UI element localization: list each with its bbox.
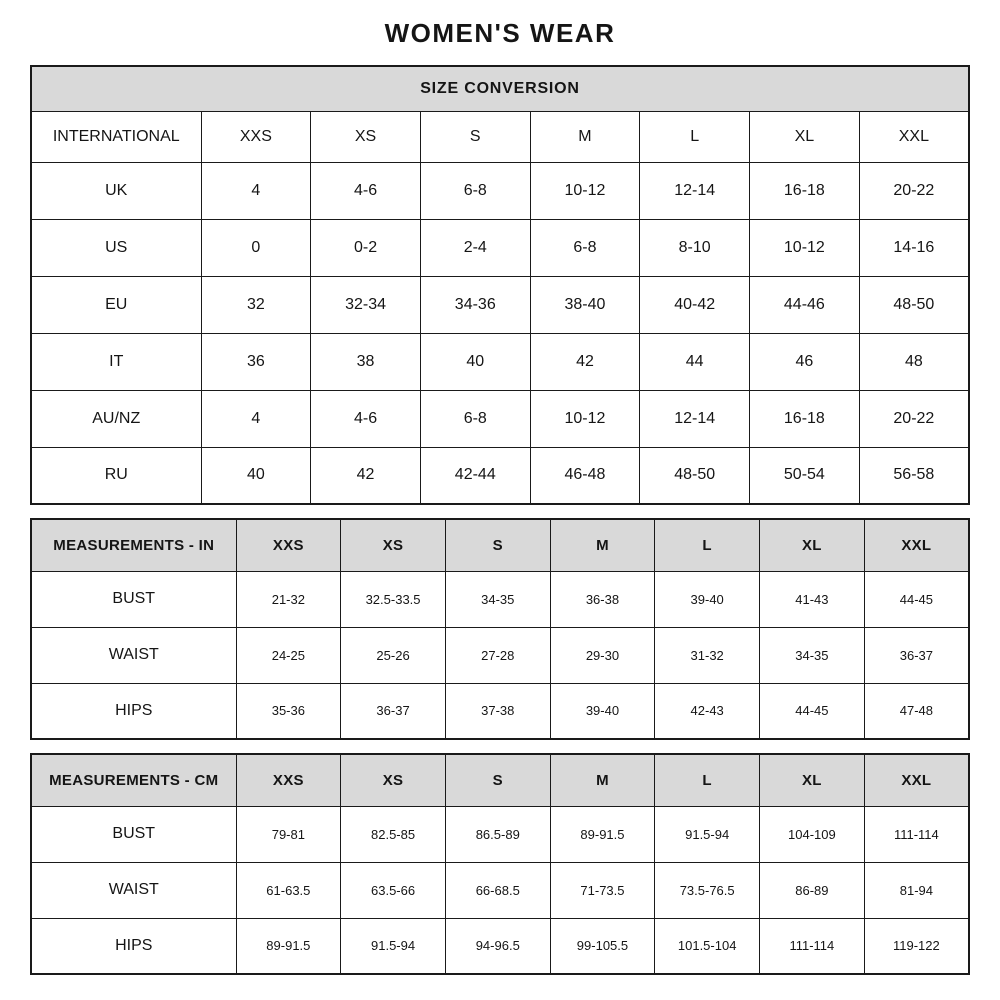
measurement-value-cell: 34-35 <box>445 571 550 627</box>
size-value-cell: 8-10 <box>640 219 750 276</box>
region-label-aunz: AU/NZ <box>31 390 201 447</box>
size-value-cell: 16-18 <box>750 390 860 447</box>
measurement-value-cell: 79-81 <box>236 806 341 862</box>
measurement-value-cell: 101.5-104 <box>655 918 760 974</box>
size-value-cell: 10-12 <box>530 390 640 447</box>
measurement-value-cell: 44-45 <box>760 683 865 739</box>
col-header-xl: XL <box>760 754 865 806</box>
col-header-xl: XL <box>760 519 865 571</box>
table-row <box>31 276 969 333</box>
size-value-cell: 34-36 <box>420 276 530 333</box>
measurement-value-cell: 41-43 <box>760 571 865 627</box>
size-value-cell: 14-16 <box>859 219 969 276</box>
size-value-cell: 12-14 <box>640 162 750 219</box>
measurement-label-hips: HIPS <box>31 683 236 739</box>
size-value-cell: 38-40 <box>530 276 640 333</box>
measurement-value-cell: 86-89 <box>760 862 865 918</box>
size-value-cell: 12-14 <box>640 390 750 447</box>
size-conversion-title: SIZE CONVERSION <box>31 66 969 111</box>
measurement-value-cell: 39-40 <box>550 683 655 739</box>
col-header-s: S <box>445 519 550 571</box>
measurement-value-cell: 99-105.5 <box>550 918 655 974</box>
col-header-xxs: XXS <box>236 754 341 806</box>
measurement-value-cell: 86.5-89 <box>445 806 550 862</box>
measurements-cm-table <box>30 753 970 975</box>
size-value-cell: 44 <box>640 333 750 390</box>
size-conversion-table <box>30 65 970 505</box>
size-value-cell: 42 <box>530 333 640 390</box>
table-row <box>31 571 969 627</box>
col-header-s: S <box>445 754 550 806</box>
size-value-cell: 40 <box>420 333 530 390</box>
measurement-value-cell: 39-40 <box>655 571 760 627</box>
col-header-xs: XS <box>341 754 446 806</box>
size-value-cell: 4 <box>201 162 311 219</box>
size-value-cell: 16-18 <box>750 162 860 219</box>
measurement-value-cell: 36-38 <box>550 571 655 627</box>
col-header-xs: XS <box>341 519 446 571</box>
region-label-ru: RU <box>31 447 201 504</box>
measurement-value-cell: 44-45 <box>864 571 969 627</box>
size-value-cell: 56-58 <box>859 447 969 504</box>
measurement-value-cell: 42-43 <box>655 683 760 739</box>
size-value-cell: 36 <box>201 333 311 390</box>
measurement-value-cell: 89-91.5 <box>550 806 655 862</box>
table-row <box>31 333 969 390</box>
size-value-cell: 44-46 <box>750 276 860 333</box>
size-value-cell: 20-22 <box>859 390 969 447</box>
col-header-xl: XL <box>750 111 860 162</box>
table-row <box>31 918 969 974</box>
table-row <box>31 219 969 276</box>
col-header-l: L <box>655 754 760 806</box>
size-value-cell: 0-2 <box>311 219 421 276</box>
size-value-cell: 42-44 <box>420 447 530 504</box>
size-value-cell: 50-54 <box>750 447 860 504</box>
measurement-value-cell: 111-114 <box>760 918 865 974</box>
measurement-value-cell: 21-32 <box>236 571 341 627</box>
size-value-cell: 10-12 <box>530 162 640 219</box>
size-value-cell: 10-12 <box>750 219 860 276</box>
measurement-value-cell: 34-35 <box>760 627 865 683</box>
size-value-cell: 4-6 <box>311 162 421 219</box>
col-header-l: L <box>655 519 760 571</box>
size-value-cell: 6-8 <box>420 390 530 447</box>
measurement-value-cell: 32.5-33.5 <box>341 571 446 627</box>
measurement-value-cell: 66-68.5 <box>445 862 550 918</box>
col-header-xs: XS <box>311 111 421 162</box>
col-header-xxs: XXS <box>201 111 311 162</box>
measurement-value-cell: 27-28 <box>445 627 550 683</box>
table-row <box>31 390 969 447</box>
table-row <box>31 627 969 683</box>
measurement-value-cell: 73.5-76.5 <box>655 862 760 918</box>
measurements-in-table <box>30 518 970 740</box>
measurement-value-cell: 61-63.5 <box>236 862 341 918</box>
measurement-value-cell: 119-122 <box>864 918 969 974</box>
col-header-xxl: XXL <box>864 754 969 806</box>
measurement-value-cell: 91.5-94 <box>341 918 446 974</box>
size-value-cell: 46-48 <box>530 447 640 504</box>
size-value-cell: 48 <box>859 333 969 390</box>
col-header-l: L <box>640 111 750 162</box>
size-value-cell: 40 <box>201 447 311 504</box>
region-label-it: IT <box>31 333 201 390</box>
measurement-value-cell: 31-32 <box>655 627 760 683</box>
col-header-m: M <box>530 111 640 162</box>
table-row <box>31 447 969 504</box>
measurement-label-waist: WAIST <box>31 862 236 918</box>
size-value-cell: 6-8 <box>420 162 530 219</box>
measurement-value-cell: 71-73.5 <box>550 862 655 918</box>
col-header-xxs: XXS <box>236 519 341 571</box>
table-row <box>31 806 969 862</box>
region-label-uk: UK <box>31 162 201 219</box>
measurement-value-cell: 82.5-85 <box>341 806 446 862</box>
size-value-cell: 4 <box>201 390 311 447</box>
measurement-label-bust: BUST <box>31 571 236 627</box>
size-value-cell: 46 <box>750 333 860 390</box>
measurement-value-cell: 29-30 <box>550 627 655 683</box>
region-label-us: US <box>31 219 201 276</box>
measurement-value-cell: 37-38 <box>445 683 550 739</box>
measurement-value-cell: 36-37 <box>341 683 446 739</box>
size-value-cell: 6-8 <box>530 219 640 276</box>
measurement-value-cell: 63.5-66 <box>341 862 446 918</box>
measurement-label-waist: WAIST <box>31 627 236 683</box>
size-value-cell: 2-4 <box>420 219 530 276</box>
col-header-xxl: XXL <box>864 519 969 571</box>
measurements-cm-title: MEASUREMENTS - CM <box>31 754 236 806</box>
size-value-cell: 20-22 <box>859 162 969 219</box>
size-value-cell: 0 <box>201 219 311 276</box>
col-header-m: M <box>550 519 655 571</box>
page-title: WOMEN'S WEAR <box>384 18 616 48</box>
col-header-international: INTERNATIONAL <box>31 111 201 162</box>
region-label-eu: EU <box>31 276 201 333</box>
measurement-value-cell: 35-36 <box>236 683 341 739</box>
measurement-value-cell: 36-37 <box>864 627 969 683</box>
measurement-value-cell: 24-25 <box>236 627 341 683</box>
size-value-cell: 40-42 <box>640 276 750 333</box>
measurement-label-bust: BUST <box>31 806 236 862</box>
measurement-value-cell: 89-91.5 <box>236 918 341 974</box>
size-value-cell: 38 <box>311 333 421 390</box>
measurement-value-cell: 94-96.5 <box>445 918 550 974</box>
size-value-cell: 4-6 <box>311 390 421 447</box>
measurement-value-cell: 81-94 <box>864 862 969 918</box>
col-header-s: S <box>420 111 530 162</box>
measurement-label-hips: HIPS <box>31 918 236 974</box>
measurement-value-cell: 111-114 <box>864 806 969 862</box>
measurement-value-cell: 47-48 <box>864 683 969 739</box>
measurement-value-cell: 91.5-94 <box>655 806 760 862</box>
table-row <box>31 162 969 219</box>
size-value-cell: 42 <box>311 447 421 504</box>
col-header-xxl: XXL <box>859 111 969 162</box>
size-value-cell: 48-50 <box>859 276 969 333</box>
size-value-cell: 48-50 <box>640 447 750 504</box>
table-row <box>31 862 969 918</box>
col-header-m: M <box>550 754 655 806</box>
table-row <box>31 683 969 739</box>
measurements-in-title: MEASUREMENTS - IN <box>31 519 236 571</box>
measurement-value-cell: 25-26 <box>341 627 446 683</box>
size-value-cell: 32 <box>201 276 311 333</box>
measurement-value-cell: 104-109 <box>760 806 865 862</box>
size-value-cell: 32-34 <box>311 276 421 333</box>
